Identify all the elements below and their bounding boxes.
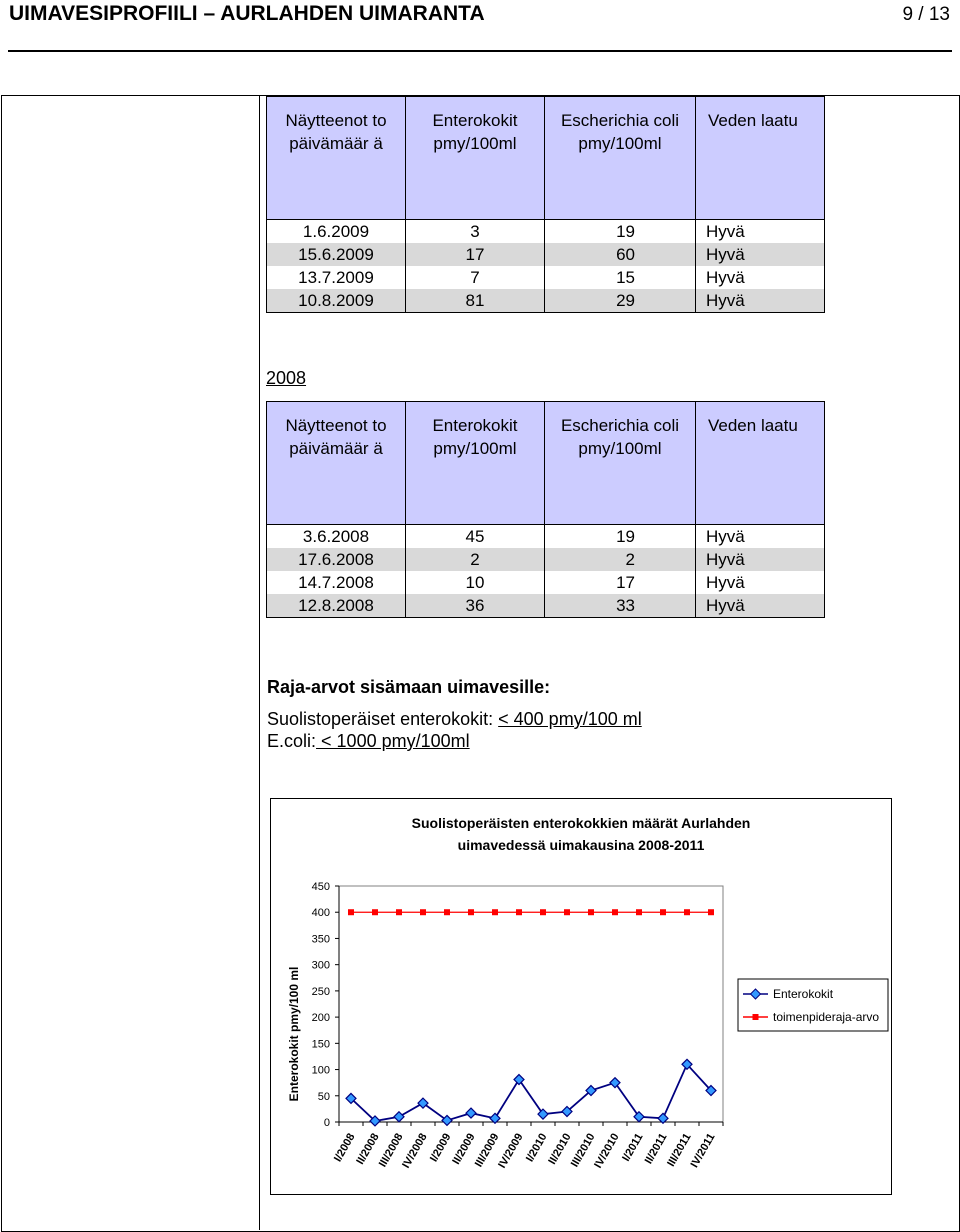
legend-label: toimenpideraja-arvo bbox=[773, 1010, 880, 1024]
cell-quality: Hyvä bbox=[696, 220, 825, 244]
legend-marker-square bbox=[753, 1014, 759, 1020]
table-header-row bbox=[267, 402, 825, 525]
x-tick-label: III/2010 bbox=[568, 1131, 598, 1170]
cell-quality: Hyvä bbox=[696, 548, 825, 571]
limit-ecoli-value: < 1000 pmy/100ml bbox=[316, 731, 470, 751]
data-point-raja-arvo bbox=[540, 909, 546, 915]
limits-heading: Raja-arvot sisämaan uimavesille: bbox=[267, 677, 551, 697]
limit-ecoli bbox=[267, 731, 470, 752]
data-point-raja-arvo bbox=[660, 909, 666, 915]
col-header-ecoli: Escherichia coli pmy/100ml bbox=[545, 402, 696, 525]
table-row bbox=[267, 571, 825, 594]
limit-ecoli-label: E.coli: bbox=[267, 731, 317, 751]
cell-quality: Hyvä bbox=[696, 571, 825, 594]
y-tick-label: 150 bbox=[311, 1038, 330, 1051]
x-tick-label: I/2010 bbox=[523, 1131, 550, 1164]
y-axis-label: Enterokokit pmy/100 ml bbox=[287, 966, 301, 1102]
cell-ecoli: 19 bbox=[545, 220, 696, 244]
cell-ecoli: 2 bbox=[545, 548, 696, 571]
y-tick-label: 400 bbox=[311, 907, 330, 920]
data-point-raja-arvo bbox=[564, 909, 570, 915]
x-tick-label: IV/2008 bbox=[400, 1131, 430, 1171]
cell-date: 1.6.2009 bbox=[267, 220, 406, 244]
x-tick-label: III/2011 bbox=[665, 1131, 694, 1169]
y-tick-label: 450 bbox=[311, 881, 330, 893]
plot-area bbox=[339, 886, 723, 1122]
table-row bbox=[267, 289, 825, 313]
cell-entero: 17 bbox=[406, 243, 545, 266]
y-tick-label: 50 bbox=[317, 1090, 330, 1103]
col-header-quality: Veden laatu bbox=[696, 402, 825, 525]
x-tick-label: IV/2010 bbox=[592, 1131, 622, 1171]
limit-entero-label: Suolistoperäiset enterokokit: bbox=[267, 709, 499, 729]
data-point-raja-arvo bbox=[468, 909, 474, 915]
table-row bbox=[267, 243, 825, 266]
table-header-row bbox=[267, 97, 825, 220]
col-header-ecoli: Escherichia coli pmy/100ml bbox=[545, 97, 696, 220]
data-point-raja-arvo bbox=[444, 909, 450, 915]
cell-entero: 45 bbox=[406, 525, 545, 549]
year-heading-2008: 2008 bbox=[266, 368, 307, 388]
document-title: UIMAVESIPROFIILI – AURLAHDEN UIMARANTA bbox=[9, 2, 485, 25]
cell-entero: 7 bbox=[406, 266, 545, 289]
cell-quality: Hyvä bbox=[696, 594, 825, 618]
cell-ecoli: 15 bbox=[545, 266, 696, 289]
col-header-entero: Enterokokit pmy/100ml bbox=[406, 97, 545, 220]
x-tick-label: I/2009 bbox=[427, 1131, 454, 1164]
limit-entero-value: < 400 pmy/100 ml bbox=[498, 709, 642, 729]
cell-entero: 10 bbox=[406, 571, 545, 594]
data-point-raja-arvo bbox=[420, 909, 426, 915]
cell-date: 12.8.2008 bbox=[267, 594, 406, 618]
x-tick-label: III/2009 bbox=[472, 1131, 502, 1170]
x-tick-label: II/2009 bbox=[450, 1131, 478, 1167]
table-row bbox=[267, 220, 825, 244]
table-2009 bbox=[266, 96, 825, 313]
col-header-date: Näytteenot to päivämäär ä bbox=[267, 97, 406, 220]
cell-ecoli: 60 bbox=[545, 243, 696, 266]
x-tick-label: IV/2009 bbox=[496, 1131, 526, 1171]
table-2008 bbox=[266, 401, 825, 618]
cell-entero: 3 bbox=[406, 220, 545, 244]
y-tick-label: 0 bbox=[323, 1117, 330, 1129]
table-row bbox=[267, 594, 825, 618]
data-point-raja-arvo bbox=[588, 909, 594, 915]
cell-quality: Hyvä bbox=[696, 289, 825, 313]
cell-ecoli: 33 bbox=[545, 594, 696, 618]
enterococci-chart bbox=[271, 799, 891, 1194]
cell-date: 17.6.2008 bbox=[267, 548, 406, 571]
cell-quality: Hyvä bbox=[696, 266, 825, 289]
data-point-raja-arvo bbox=[708, 909, 714, 915]
header-rule bbox=[8, 50, 952, 52]
y-tick-label: 350 bbox=[311, 933, 330, 946]
chart-title-line-1: Suolistoperäisten enterokokkien määrät Aurlahden bbox=[411, 815, 751, 831]
legend-label: Enterokokit bbox=[773, 987, 834, 1001]
x-tick-label: IV/2011 bbox=[688, 1131, 718, 1170]
cell-date: 3.6.2008 bbox=[267, 525, 406, 549]
cell-ecoli: 19 bbox=[545, 525, 696, 549]
col-header-date: Näytteenot to päivämäär ä bbox=[267, 402, 406, 525]
chart-title-line-2: uimavedessä uimakausina 2008-2011 bbox=[457, 837, 705, 853]
data-point-raja-arvo bbox=[396, 909, 402, 915]
data-point-raja-arvo bbox=[612, 909, 618, 915]
col-header-entero: Enterokokit pmy/100ml bbox=[406, 402, 545, 525]
table-row bbox=[267, 266, 825, 289]
y-tick-label: 100 bbox=[311, 1064, 330, 1077]
table-row bbox=[267, 548, 825, 571]
x-tick-label: II/2010 bbox=[546, 1131, 574, 1167]
cell-quality: Hyvä bbox=[696, 525, 825, 549]
data-point-raja-arvo bbox=[372, 909, 378, 915]
data-point-raja-arvo bbox=[516, 909, 522, 915]
cell-entero: 81 bbox=[406, 289, 545, 313]
x-tick-label: II/2011 bbox=[642, 1131, 670, 1167]
cell-date: 10.8.2009 bbox=[267, 289, 406, 313]
x-tick-label: II/2008 bbox=[354, 1131, 382, 1167]
table-row bbox=[267, 525, 825, 549]
data-point-raja-arvo bbox=[348, 909, 354, 915]
y-tick-label: 200 bbox=[311, 1012, 330, 1025]
y-tick-label: 250 bbox=[311, 985, 330, 998]
cell-entero: 2 bbox=[406, 548, 545, 571]
col-header-quality: Veden laatu bbox=[696, 97, 825, 220]
cell-ecoli: 17 bbox=[545, 571, 696, 594]
data-point-raja-arvo bbox=[636, 909, 642, 915]
cell-ecoli: 29 bbox=[545, 289, 696, 313]
page-number: 9 / 13 bbox=[902, 4, 950, 25]
chart-container bbox=[270, 798, 892, 1195]
x-tick-label: I/2011 bbox=[620, 1131, 646, 1164]
data-point-raja-arvo bbox=[492, 909, 498, 915]
cell-date: 15.6.2009 bbox=[267, 243, 406, 266]
limit-entero bbox=[267, 709, 642, 730]
cell-date: 13.7.2009 bbox=[267, 266, 406, 289]
y-tick-label: 300 bbox=[311, 959, 330, 972]
x-tick-label: I/2008 bbox=[331, 1131, 358, 1164]
frame-divider bbox=[259, 95, 260, 1230]
data-point-raja-arvo bbox=[684, 909, 690, 915]
cell-date: 14.7.2008 bbox=[267, 571, 406, 594]
cell-entero: 36 bbox=[406, 594, 545, 618]
x-tick-label: III/2008 bbox=[376, 1131, 406, 1170]
cell-quality: Hyvä bbox=[696, 243, 825, 266]
